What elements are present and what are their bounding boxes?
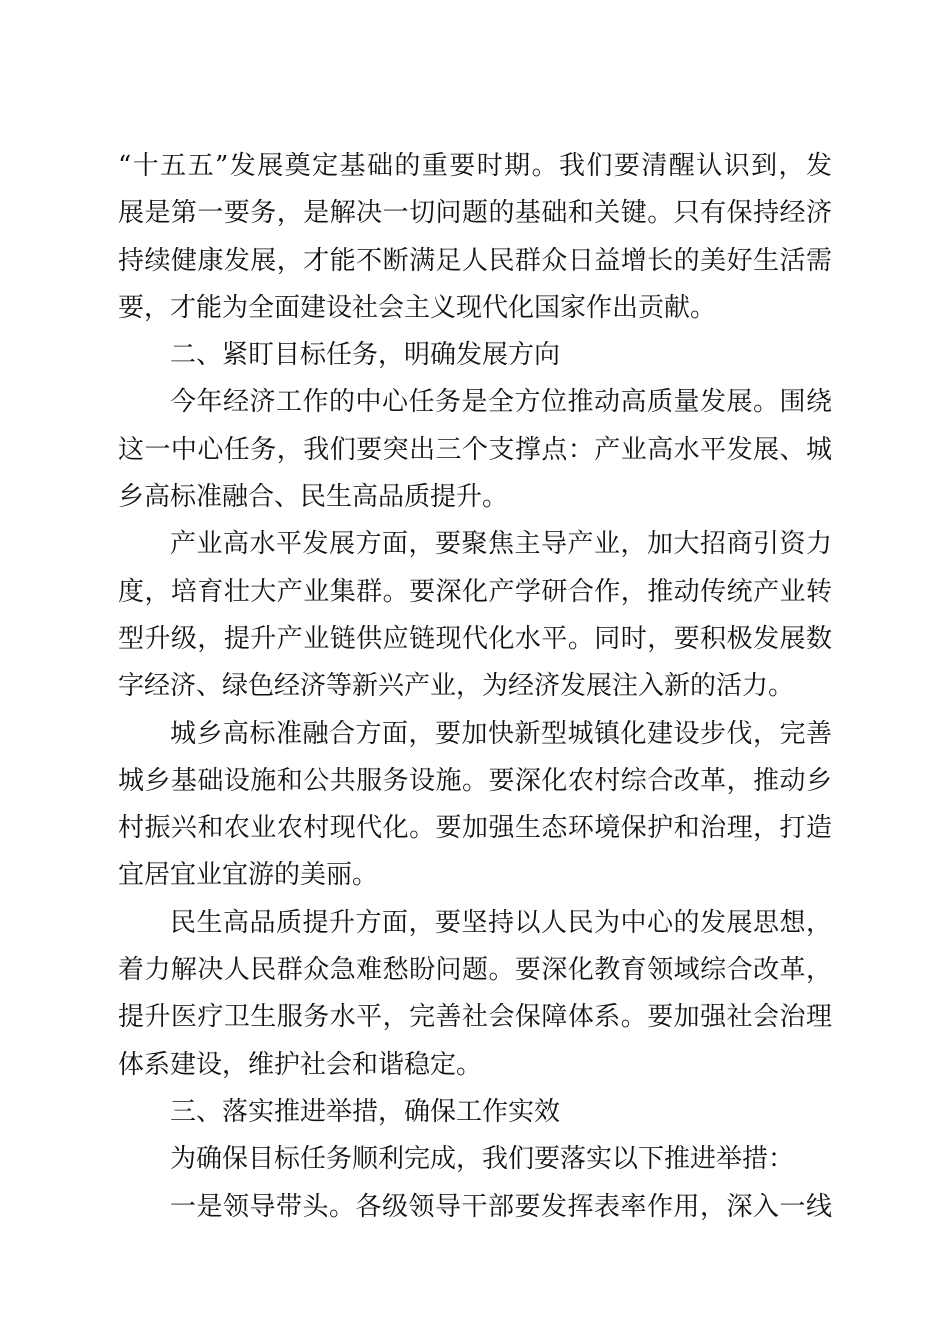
document-body [118,143,832,1231]
text-line: 宜居宜业宜游的美丽。 [118,860,379,891]
text-line: 今年经济工作的中心任务是全方位推动高质量发展。围绕 [170,387,832,418]
text-line: 着力解决人民群众急难愁盼问题。要深化教育领域综合改革， [118,955,832,986]
text-line: 要，才能为全面建设社会主义现代化国家作出贡献。 [118,292,717,323]
text-line: 展是第一要务，是解决一切问题的基础和关键。只有保持经济 [118,198,832,229]
text-line: 体系建设，维护社会和谐稳定。 [118,1049,483,1080]
text-line: 村振兴和农业农村现代化。要加强生态环境保护和治理，打造 [118,813,832,844]
text-line: 产业高水平发展方面，要聚焦主导产业，加大招商引资力 [170,529,832,560]
section-heading: 三、落实推进举措，确保工作实效 [170,1096,561,1127]
text-line: 度，培育壮大产业集群。要深化产学研合作，推动传统产业转 [118,576,832,607]
text-line: “十五五”发展奠定基础的重要时期。我们要清醒认识到，发 [118,151,832,181]
text-line: 城乡高标准融合方面，要加快新型城镇化建设步伐，完善 [170,718,832,749]
text-line: 型升级，提升产业链供应链现代化水平。同时，要积极发展数 [118,623,832,654]
text-line: 民生高品质提升方面，要坚持以人民为中心的发展思想， [170,907,832,938]
text-line: 提升医疗卫生服务水平，完善社会保障体系。要加强社会治理 [118,1002,832,1033]
text-line: 乡高标准融合、民生高品质提升。 [118,482,509,513]
text-line: 一是领导带头。各级领导干部要发挥表率作用，深入一线 [170,1191,832,1222]
text-line: 字经济、绿色经济等新兴产业，为经济发展注入新的活力。 [118,671,795,702]
text-line: 这一中心任务，我们要突出三个支撑点：产业高水平发展、城 [118,434,832,465]
text-line: 为确保目标任务顺利完成，我们要落实以下推进举措： [170,1144,795,1175]
section-heading: 二、紧盯目标任务，明确发展方向 [170,340,561,371]
text-line: 城乡基础设施和公共服务设施。要深化农村综合改革，推动乡 [118,765,832,796]
text-line: 持续健康发展，才能不断满足人民群众日益增长的美好生活需 [118,245,832,276]
